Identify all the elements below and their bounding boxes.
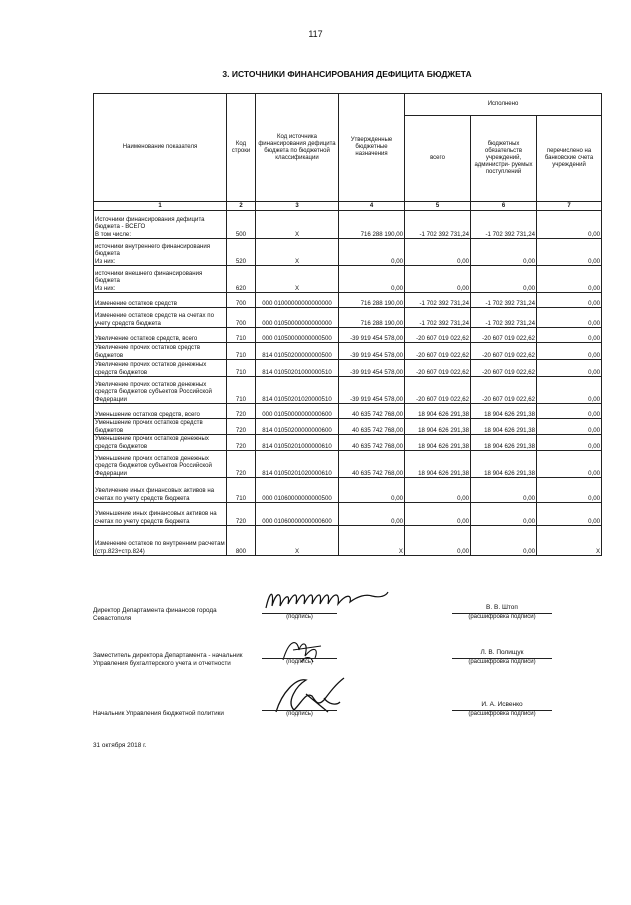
cell-obligations: 18 904 626 291,38 — [471, 451, 537, 478]
signature-3-caption: (подпись) — [286, 711, 313, 717]
cell-name: Уменьшение прочих остатков денежных средств бюджетов субъектов Российской Федерации — [94, 451, 227, 478]
cell-source-code: 000 01000000000000000 — [256, 293, 339, 308]
col-number: 7 — [537, 202, 602, 211]
cell-source-code: 814 01050201020000610 — [256, 451, 339, 478]
cell-source-code: 000 01050000000000000 — [256, 308, 339, 328]
signatory-1-position: Директор Департамента финансов города Севастополя — [93, 607, 217, 622]
cell-total: -20 607 019 022,62 — [405, 377, 471, 404]
cell-obligations: 18 904 626 291,38 — [471, 419, 537, 435]
cell-total: 0,00 — [405, 503, 471, 526]
cell-approved: 0,00 — [339, 266, 405, 293]
financing-sources-table — [93, 93, 602, 556]
signatory-2-name-caption: (расшифровка подписи) — [468, 659, 536, 665]
signatory-3-name-caption: (расшифровка подписи) — [468, 711, 536, 717]
cell-code: 720 — [227, 435, 256, 451]
table-row — [94, 526, 602, 556]
table-row — [94, 451, 602, 478]
cell-transferred: X — [537, 526, 602, 556]
cell-code: 500 — [227, 211, 256, 239]
col-number: 3 — [256, 202, 339, 211]
cell-source-code: 000 01050000000000500 — [256, 328, 339, 343]
cell-name: Уменьшение иных финансовых активов на счетах по учету средств бюджета — [94, 503, 227, 526]
cell-code: 520 — [227, 239, 256, 266]
cell-obligations: -20 607 019 022,62 — [471, 328, 537, 343]
cell-approved: -39 919 454 578,00 — [339, 360, 405, 377]
table-row — [94, 377, 602, 404]
cell-code: 620 — [227, 266, 256, 293]
table-body — [94, 211, 602, 556]
cell-transferred: 0,00 — [537, 343, 602, 360]
cell-source-code: X — [256, 211, 339, 239]
table-row — [94, 360, 602, 377]
cell-obligations: 0,00 — [471, 503, 537, 526]
signature-2-caption: (подпись) — [286, 659, 313, 665]
cell-source-code: 000 01060000000000500 — [256, 478, 339, 503]
cell-transferred: 0,00 — [537, 239, 602, 266]
cell-code: 800 — [227, 526, 256, 556]
cell-obligations: -20 607 019 022,62 — [471, 343, 537, 360]
cell-code: 720 — [227, 404, 256, 419]
cell-approved: 716 288 190,00 — [339, 293, 405, 308]
cell-obligations: -1 702 392 731,24 — [471, 308, 537, 328]
cell-name: Увеличение прочих остатков денежных средств бюджетов — [94, 360, 227, 377]
cell-transferred: 0,00 — [537, 451, 602, 478]
cell-total: 0,00 — [405, 239, 471, 266]
header-code-row: Код строки — [227, 94, 256, 202]
cell-code: 710 — [227, 377, 256, 404]
col-number: 5 — [405, 202, 471, 211]
cell-name: Увеличение прочих остатков денежных средств бюджетов субъектов Российской Федерации — [94, 377, 227, 404]
cell-source-code: 814 01050201000000610 — [256, 435, 339, 451]
cell-total: -1 702 392 731,24 — [405, 293, 471, 308]
cell-source-code: 000 01050000000000600 — [256, 404, 339, 419]
header-transferred: перечислено на банковские счета учреждений — [537, 116, 602, 202]
cell-code: 710 — [227, 478, 256, 503]
cell-transferred: 0,00 — [537, 328, 602, 343]
cell-obligations: 0,00 — [471, 478, 537, 503]
cell-total: -20 607 019 022,62 — [405, 328, 471, 343]
cell-source-code: 000 01060000000000600 — [256, 503, 339, 526]
cell-transferred: 0,00 — [537, 478, 602, 503]
signatory-3-name: И. А. Исвенко — [481, 701, 523, 708]
cell-transferred: 0,00 — [537, 308, 602, 328]
cell-obligations: -1 702 392 731,24 — [471, 211, 537, 239]
cell-code: 700 — [227, 293, 256, 308]
cell-source-code: 814 01050200000000500 — [256, 343, 339, 360]
cell-total: 18 904 626 291,38 — [405, 451, 471, 478]
cell-total: 0,00 — [405, 526, 471, 556]
cell-source-code: 814 01050201000000510 — [256, 360, 339, 377]
cell-approved: 0,00 — [339, 503, 405, 526]
header-name: Наименование показателя — [94, 94, 227, 202]
cell-code: 700 — [227, 308, 256, 328]
cell-approved: 40 635 742 768,00 — [339, 435, 405, 451]
signature-1-caption: (подпись) — [286, 614, 313, 620]
cell-total: 18 904 626 291,38 — [405, 419, 471, 435]
cell-name: Изменение остатков по внутренним расчетам (стр.823+стр.824) — [94, 526, 227, 556]
cell-total: -1 702 392 731,24 — [405, 211, 471, 239]
cell-approved: -39 919 454 578,00 — [339, 328, 405, 343]
cell-total: -20 607 019 022,62 — [405, 343, 471, 360]
cell-source-code: 814 01050200000000600 — [256, 419, 339, 435]
cell-obligations: -20 607 019 022,62 — [471, 360, 537, 377]
cell-transferred: 0,00 — [537, 404, 602, 419]
cell-source-code: X — [256, 526, 339, 556]
header-approved: Утвержденные бюджетные назначения — [339, 94, 405, 202]
table-row — [94, 503, 602, 526]
page-number: 117 — [308, 29, 323, 39]
signature-1-image — [262, 586, 392, 614]
cell-obligations: 18 904 626 291,38 — [471, 404, 537, 419]
cell-code: 710 — [227, 360, 256, 377]
cell-approved: 40 635 742 768,00 — [339, 404, 405, 419]
cell-name: Изменение остатков средств — [94, 293, 227, 308]
cell-total: 0,00 — [405, 478, 471, 503]
cell-code: 710 — [227, 328, 256, 343]
cell-approved: 716 288 190,00 — [339, 211, 405, 239]
cell-code: 720 — [227, 503, 256, 526]
table-row — [94, 419, 602, 435]
cell-code: 720 — [227, 419, 256, 435]
table-row — [94, 328, 602, 343]
cell-name: Уменьшение прочих остатков денежных средств бюджетов — [94, 435, 227, 451]
cell-approved: 40 635 742 768,00 — [339, 451, 405, 478]
table-row — [94, 293, 602, 308]
cell-total: -1 702 392 731,24 — [405, 308, 471, 328]
cell-approved: -39 919 454 578,00 — [339, 343, 405, 360]
cell-total: 18 904 626 291,38 — [405, 404, 471, 419]
header-source-code: Код источника финансирования дефицита бюджета по бюджетной классификации — [256, 94, 339, 202]
table-row — [94, 478, 602, 503]
cell-transferred: 0,00 — [537, 419, 602, 435]
cell-source-code: X — [256, 239, 339, 266]
header-budget-obligations: бюджетных обязательств учреждений, администри- руемых поступлений — [471, 116, 537, 202]
cell-name: Изменение остатков средств на счетах по учету средств бюджета — [94, 308, 227, 328]
table-row — [94, 308, 602, 328]
table-row — [94, 211, 602, 239]
cell-name: Увеличение иных финансовых активов на счетах по учету средств бюджета — [94, 478, 227, 503]
cell-approved: 0,00 — [339, 478, 405, 503]
cell-total: 18 904 626 291,38 — [405, 435, 471, 451]
section-title: 3. ИСТОЧНИКИ ФИНАНСИРОВАНИЯ ДЕФИЦИТА БЮДЖЕТА — [222, 69, 472, 79]
col-number: 6 — [471, 202, 537, 211]
cell-code: 710 — [227, 343, 256, 360]
cell-source-code: X — [256, 266, 339, 293]
signatory-3-position: Начальник Управления бюджетной политики — [93, 710, 224, 717]
signatory-1-name-caption: (расшифровка подписи) — [468, 614, 536, 620]
cell-source-code: 814 01050201020000510 — [256, 377, 339, 404]
cell-transferred: 0,00 — [537, 377, 602, 404]
signatory-1-name: В. В. Штоп — [486, 604, 518, 611]
header-total: всего — [405, 116, 471, 202]
cell-obligations: 0,00 — [471, 526, 537, 556]
cell-transferred: 0,00 — [537, 503, 602, 526]
cell-transferred: 0,00 — [537, 435, 602, 451]
cell-approved: 716 288 190,00 — [339, 308, 405, 328]
cell-transferred: 0,00 — [537, 293, 602, 308]
cell-obligations: 0,00 — [471, 266, 537, 293]
signatory-2-position: Заместитель директора Департамента - начальник Управления бухгалтерского учета и отчетности — [93, 652, 243, 667]
cell-name: Увеличение остатков средств, всего — [94, 328, 227, 343]
col-number: 2 — [227, 202, 256, 211]
header-executed: Исполнено — [405, 94, 602, 116]
cell-approved: -39 919 454 578,00 — [339, 377, 405, 404]
cell-approved: X — [339, 526, 405, 556]
column-number-row — [94, 202, 602, 211]
cell-transferred: 0,00 — [537, 360, 602, 377]
cell-name: Увеличение прочих остатков средств бюджетов — [94, 343, 227, 360]
cell-name: Уменьшение прочих остатков средств бюджетов — [94, 419, 227, 435]
document-date: 31 октября 2018 г. — [93, 742, 147, 749]
cell-approved: 0,00 — [339, 239, 405, 266]
cell-obligations: -1 702 392 731,24 — [471, 293, 537, 308]
cell-total: 0,00 — [405, 266, 471, 293]
cell-name: Источники финансирования дефицита бюджета - ВСЕГО В том числе: — [94, 211, 227, 239]
table-row — [94, 404, 602, 419]
col-number: 1 — [94, 202, 227, 211]
cell-total: -20 607 019 022,62 — [405, 360, 471, 377]
cell-transferred: 0,00 — [537, 266, 602, 293]
cell-name: источники внутреннего финансирования бюджета Из них: — [94, 239, 227, 266]
cell-transferred: 0,00 — [537, 211, 602, 239]
table-row — [94, 435, 602, 451]
table-row — [94, 266, 602, 293]
cell-obligations: 18 904 626 291,38 — [471, 435, 537, 451]
table-row — [94, 239, 602, 266]
cell-code: 720 — [227, 451, 256, 478]
signatory-2-name: Л. В. Полищук — [480, 649, 524, 656]
cell-approved: 40 635 742 768,00 — [339, 419, 405, 435]
cell-name: Уменьшение остатков средств, всего — [94, 404, 227, 419]
cell-obligations: 0,00 — [471, 239, 537, 266]
col-number: 4 — [339, 202, 405, 211]
table-row — [94, 343, 602, 360]
cell-name: источники внешнего финансирования бюджета Из них: — [94, 266, 227, 293]
cell-obligations: -20 607 019 022,62 — [471, 377, 537, 404]
